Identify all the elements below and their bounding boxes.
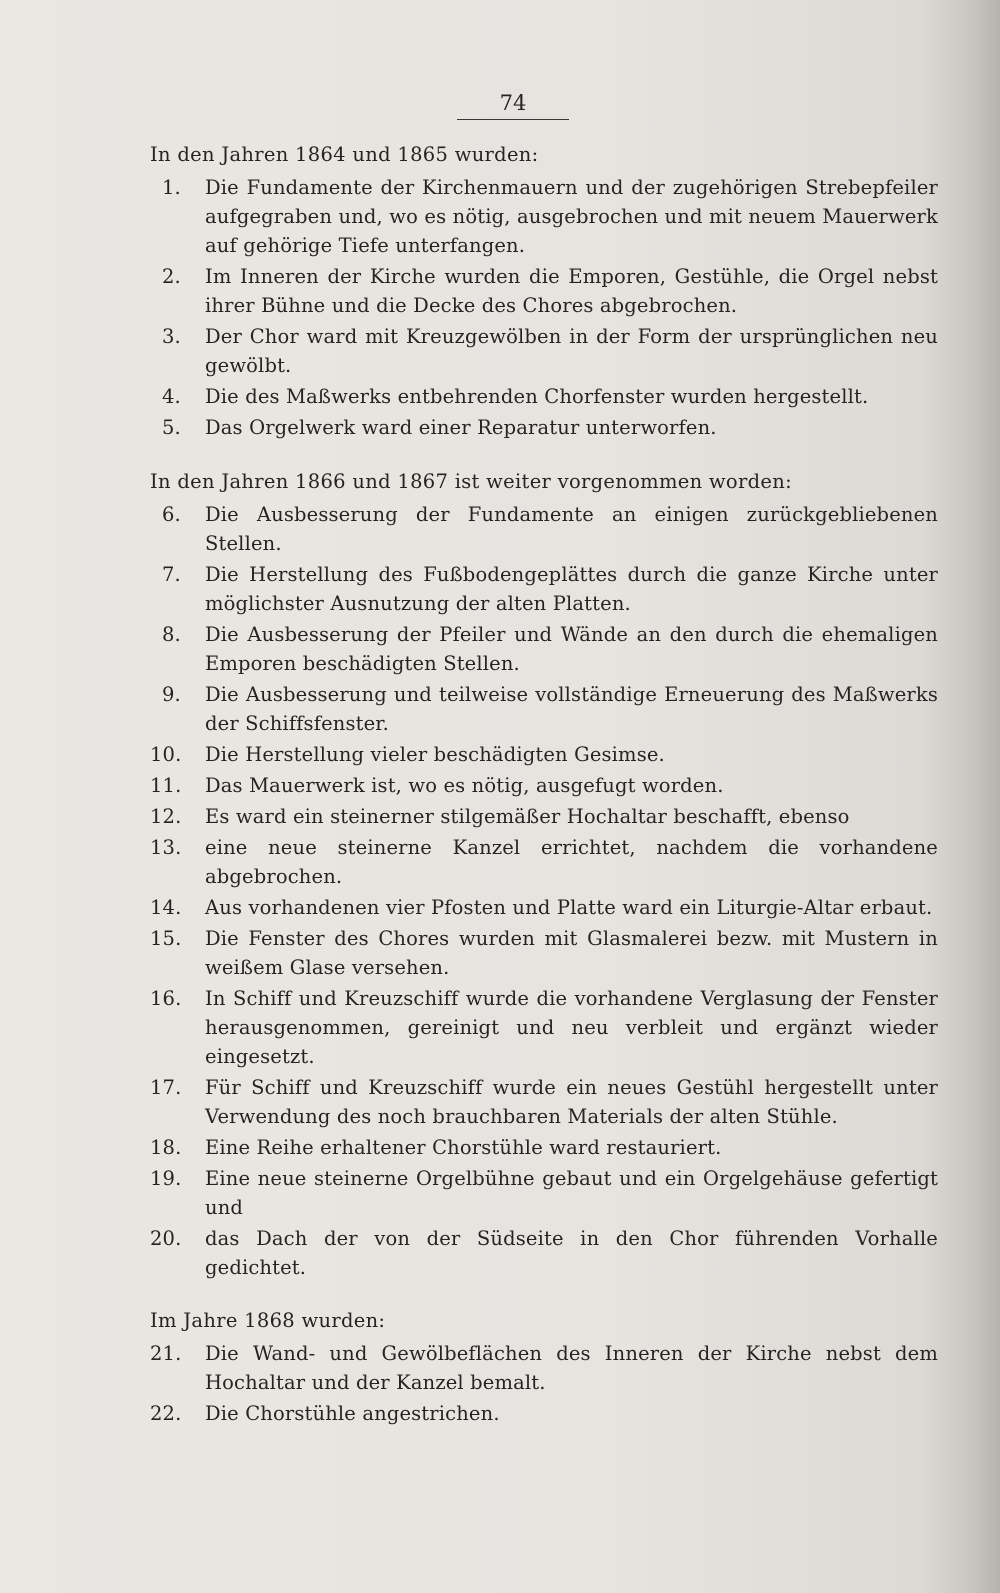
list-item (150, 680, 938, 738)
item-number: 16. (150, 987, 182, 1010)
section-heading: In den Jahren 1866 und 1867 ist weiter vorgenommen worden: (150, 470, 792, 493)
item-number: 21. (150, 1342, 182, 1365)
item-number: 6. (162, 503, 181, 526)
section-1866-1867 (150, 467, 938, 1282)
item-text: Die Fenster des Chores wurden mit Glasmalerei bezw. mit Mustern in weißem Glase versehen. (205, 927, 938, 979)
item-text: Die Wand- und Gewölbeflächen des Inneren der Kirche nebst dem Hochaltar und der Kanzel bemalt. (205, 1342, 938, 1394)
item-number: 1. (162, 176, 181, 199)
section-1864-1865 (150, 140, 938, 442)
item-text: das Dach der von der Südseite in den Chor führenden Vorhalle gedichtet. (205, 1227, 938, 1279)
item-number: 10. (150, 743, 182, 766)
item-number: 8. (162, 623, 181, 646)
item-text: Das Orgelwerk ward einer Reparatur unterworfen. (205, 416, 717, 439)
list-item (150, 984, 938, 1071)
item-number: 11. (150, 774, 182, 797)
item-number: 7. (162, 563, 181, 586)
list-item (150, 560, 938, 618)
item-text: Die Ausbesserung der Fundamente an einigen zurückgebliebenen Stellen. (205, 503, 938, 555)
item-text: Das Mauerwerk ist, wo es nötig, ausgefugt worden. (205, 774, 724, 797)
item-number: 20. (150, 1227, 182, 1250)
item-text: Aus vorhandenen vier Pfosten und Platte ward ein Liturgie-Altar erbaut. (205, 896, 933, 919)
page-number-rule (457, 119, 569, 120)
list-item (150, 893, 938, 922)
list-item (150, 500, 938, 558)
list-item (150, 771, 938, 800)
item-text: Eine neue steinerne Orgelbühne gebaut und ein Orgelgehäuse gefertigt und (205, 1167, 938, 1219)
list-item (150, 924, 938, 982)
item-text: Die Fundamente der Kirchenmauern und der zugehörigen Strebepfeiler aufgegraben und, wo es nötig, ausgebrochen und mit neuem Mauerwerk auf gehörige Tiefe unterfangen. (205, 176, 938, 257)
item-text: Die Herstellung des Fußbodengeplättes durch die ganze Kirche unter möglichster Ausnutzung der alten Platten. (205, 563, 938, 615)
item-text: Es ward ein steinerner stilgemäßer Hochaltar beschafft, ebenso (205, 805, 850, 828)
list-item (150, 740, 938, 769)
item-number: 15. (150, 927, 182, 950)
item-text: Die Ausbesserung und teilweise vollständige Erneuerung des Maßwerks der Schiffsfenster. (205, 683, 938, 735)
item-number: 18. (150, 1136, 182, 1159)
list-item (150, 1224, 938, 1282)
item-text: In Schiff und Kreuzschiff wurde die vorhandene Verglasung der Fenster herausgenommen, gereinigt und neu verbleit und ergänzt wieder eingesetzt. (205, 987, 938, 1068)
item-number: 12. (150, 805, 182, 828)
page-content (150, 140, 938, 1452)
item-text: Für Schiff und Kreuzschiff wurde ein neues Gestühl hergestellt unter Verwendung des noch brauchbaren Materials der alten Stühle. (205, 1076, 938, 1128)
list-item (150, 1339, 938, 1397)
list-item (150, 620, 938, 678)
page-number: 74 (499, 91, 527, 115)
item-number: 5. (162, 416, 181, 439)
item-text: Die Chorstühle angestrichen. (205, 1402, 500, 1425)
item-number: 14. (150, 896, 182, 919)
item-number: 4. (162, 385, 181, 408)
item-number: 19. (150, 1167, 182, 1190)
list-item (150, 1133, 938, 1162)
section-heading: In den Jahren 1864 und 1865 wurden: (150, 143, 539, 166)
list-item (150, 1073, 938, 1131)
item-number: 9. (162, 683, 181, 706)
list-item (150, 413, 938, 442)
list-item (150, 382, 938, 411)
list-item (150, 802, 938, 831)
item-number: 3. (162, 325, 181, 348)
item-text: Eine Reihe erhaltener Chorstühle ward restauriert. (205, 1136, 722, 1159)
item-text: Die Herstellung vieler beschädigten Gesimse. (205, 743, 665, 766)
list-item (150, 1164, 938, 1222)
list-item (150, 262, 938, 320)
list-item (150, 1399, 938, 1428)
item-number: 22. (150, 1402, 182, 1425)
item-number: 2. (162, 265, 181, 288)
section-heading: Im Jahre 1868 wurden: (150, 1309, 386, 1332)
list-item (150, 173, 938, 260)
list-item (150, 833, 938, 891)
list-item (150, 322, 938, 380)
item-number: 17. (150, 1076, 182, 1099)
item-text: eine neue steinerne Kanzel errichtet, nachdem die vorhandene abgebrochen. (205, 836, 938, 888)
item-text: Die Ausbesserung der Pfeiler und Wände an den durch die ehemaligen Emporen beschädigten Stellen. (205, 623, 938, 675)
item-text: Die des Maßwerks entbehrenden Chorfenster wurden hergestellt. (205, 385, 869, 408)
section-1868 (150, 1306, 938, 1428)
item-text: Der Chor ward mit Kreuzgewölben in der Form der ursprünglichen neu gewölbt. (205, 325, 938, 377)
item-number: 13. (150, 836, 182, 859)
item-text: Im Inneren der Kirche wurden die Emporen, Gestühle, die Orgel nebst ihrer Bühne und die Decke des Chores abgebrochen. (205, 265, 938, 317)
